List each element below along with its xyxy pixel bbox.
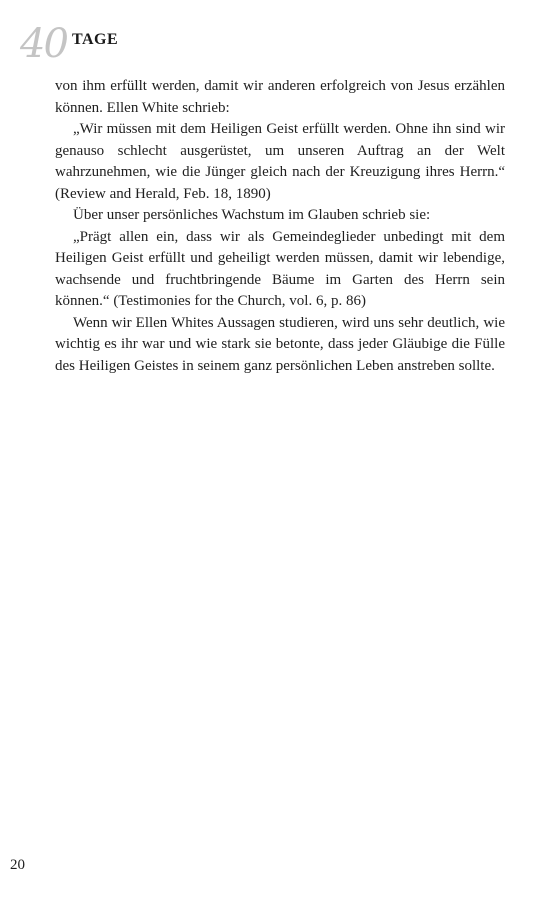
paragraph-2: Über unser persönliches Wachstum im Glauben schrieb sie:: [73, 207, 431, 223]
quote-1: „Wir müssen mit dem Heiligen Geist erfüllt werden. Ohne ihn sind wir genauso schlecht ausgerüstet, um unseren Auftrag an der Welt wahrzunehmen, wie die Jünger gleich nach der Kreuzigung ihres Herrn.“ (Review and Herald, Feb. 18, 1890): [55, 121, 505, 202]
page-number: 20: [10, 857, 25, 873]
body-text: [55, 76, 505, 377]
running-header: [20, 22, 220, 66]
quote-2: „Prägt allen ein, dass wir als Gemeindeglieder unbedingt mit dem Heiligen Geist erfüllt und geheiligt werden müssen, damit wir lebendige, wachsende und fruchtbringende Bäume im Garten des Herrn sein können.“ (Testimonies for the Church, vol. 6, p. 86): [55, 228, 505, 309]
paragraph-3: Wenn wir Ellen Whites Aussagen studieren, wird uns sehr deutlich, wie wichtig es ihr war und wie stark sie betonte, dass jeder Gläubige die Fülle des Heiligen Geistes in seinem ganz persönlichen Leben anstreben sollte.: [55, 314, 505, 374]
header-chapter-number: 40: [20, 21, 67, 67]
header-title: TAGE: [72, 31, 119, 48]
paragraph-1: von ihm erfüllt werden, damit wir anderen erfolgreich von Jesus erzählen können. Ellen White schrieb:: [55, 78, 505, 116]
